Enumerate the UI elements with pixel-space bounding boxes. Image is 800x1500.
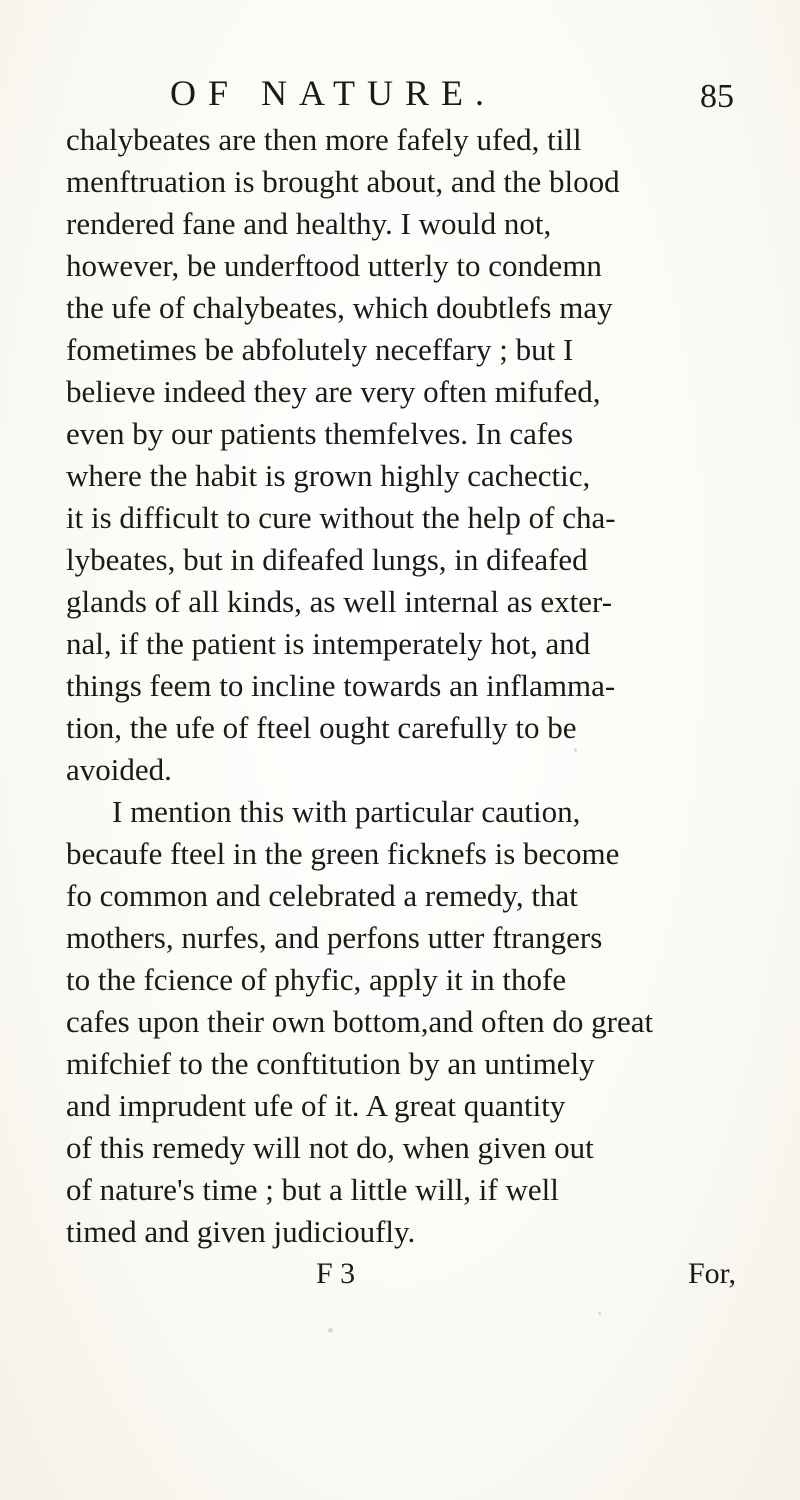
- text-line: it is difficult to cure without the help of cha-: [66, 500, 616, 535]
- running-head-title: OF NATURE.: [170, 73, 497, 113]
- text-line: tion, the ufe of fteel ought carefully to be: [66, 710, 577, 745]
- text-line: of this remedy will not do, when given out: [66, 1130, 594, 1165]
- text-line: fo common and celebrated a remedy, that: [66, 878, 578, 913]
- text-line: nal, if the patient is intemperately hot, and: [66, 626, 591, 661]
- text-line: things feem to incline towards an inflamma-: [66, 668, 616, 703]
- page-number: 85: [700, 78, 734, 115]
- text-line: glands of all kinds, as well internal as exter-: [66, 584, 613, 619]
- paper-speck: [574, 748, 577, 752]
- catchword: For,: [688, 1257, 736, 1290]
- text-line: mothers, nurfes, and perfons utter ftrangers: [66, 920, 603, 955]
- text-line: timed and given judicioufly.: [66, 1214, 416, 1249]
- text-line: of nature's time ; but a little will, if well: [66, 1172, 559, 1207]
- running-head: [0, 68, 800, 118]
- text-line: avoided.: [66, 752, 172, 787]
- text-line: I mention this with particular caution,: [112, 794, 581, 829]
- paper-speck: [328, 1328, 333, 1333]
- paper-speck: [598, 1312, 601, 1315]
- text-line: the ufe of chalybeates, which doubtlefs may: [66, 290, 613, 325]
- text-line: however, be underftood utterly to condemn: [66, 248, 602, 283]
- text-line: even by our patients themfelves. In cafes: [66, 416, 574, 451]
- text-line: and imprudent ufe of it. A great quantity: [66, 1088, 566, 1123]
- page-footer: [0, 1254, 800, 1294]
- text-line: becaufe fteel in the green ficknefs is become: [66, 836, 620, 871]
- text-line: rendered fane and healthy. I would not,: [66, 206, 552, 241]
- text-line: chalybeates are then more fafely ufed, till: [66, 122, 582, 157]
- text-line: where the habit is grown highly cachectic,: [66, 458, 591, 493]
- text-line: believe indeed they are very often mifufed,: [66, 374, 601, 409]
- text-line: mifchief to the conftitution by an untimely: [66, 1046, 595, 1081]
- text-line: fometimes be abfolutely neceffary ; but I: [66, 332, 574, 367]
- text-line: lybeates, but in difeafed lungs, in difeafed: [66, 542, 588, 577]
- signature-mark: F 3: [316, 1257, 356, 1290]
- text-line: to the fcience of phyfic, apply it in thofe: [66, 962, 567, 997]
- text-line: menftruation is brought about, and the blood: [66, 164, 620, 199]
- text-line: cafes upon their own bottom,and often do great: [66, 1004, 654, 1039]
